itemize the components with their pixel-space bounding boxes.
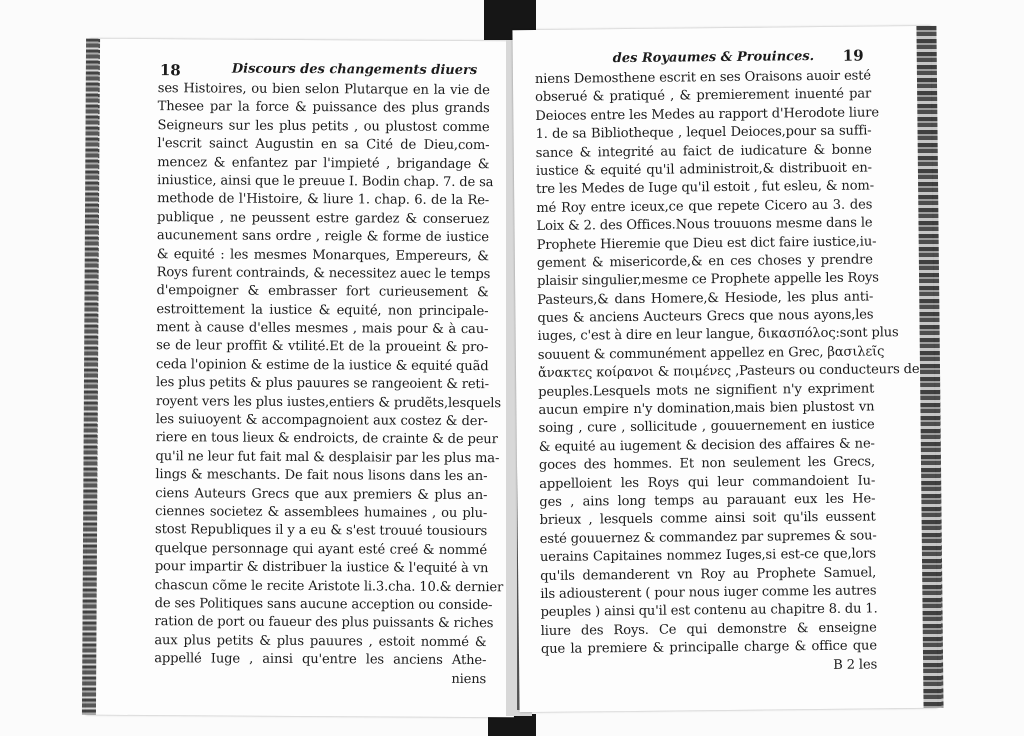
text-line: peuples.Lesquels mots ne signifient n'y expriment bbox=[538, 381, 875, 400]
text-line: aux plus petits & plus pauures , estoit nommé & bbox=[154, 632, 487, 650]
text-line: tre les Medes de Iuge qu'il estoit , fut esleu, & nom- bbox=[536, 178, 875, 198]
text-line: & equité au iugement & decision des affaires & ne- bbox=[538, 436, 875, 455]
text-line: appellé Iuge , ainsi qu'entre les anciens Athe- bbox=[154, 651, 487, 669]
text-line: qu'il ne leur fut fait mal & desplaisir par les plus ma- bbox=[155, 448, 500, 467]
text-line: mencez & enfantez par l'impieté , brigandage & bbox=[157, 154, 490, 172]
text-line: mé Roy entre iceux,ce que repete Cicero au 3. des bbox=[536, 197, 873, 216]
text-line: royent vers les plus iustes,entiers & prudẽts,lesquels bbox=[155, 393, 501, 411]
text-line: Thesee par la force & puissance des plus grands bbox=[157, 99, 490, 117]
text-line: goces des hommes. Et non seulement les Grecs, bbox=[538, 454, 876, 474]
text-line: niens Demosthene escrit en ses Oraisons auoir esté bbox=[534, 68, 872, 87]
text-line: qu'ils demanderent vn Roy au Prophete Samuel, bbox=[540, 564, 877, 584]
text-line: Deioces entre les Medes au rapport d'Herodote liure bbox=[535, 105, 879, 124]
page-edge-right bbox=[916, 26, 943, 708]
left-page-number: 18 bbox=[159, 61, 181, 80]
left-page bbox=[86, 39, 518, 718]
text-line: sance & integrité au faict de iudicature & bonne bbox=[535, 142, 872, 161]
text-line: ques & anciens Aucteurs Grecs que nous ayons,les bbox=[537, 307, 874, 327]
text-line: soing , cure , sollicitude , gouuernement en iustice bbox=[538, 417, 875, 437]
text-line: brieux , lesquels comme ainsi soit qu'ils eussent bbox=[539, 509, 876, 529]
text-line: Loix & 2. des Offices.Nous trouuons mesme dans le bbox=[536, 215, 873, 235]
text-line: iniustice, ainsi que le preuue I. Bodin chap. 7. de sa bbox=[157, 173, 494, 191]
text-line: Seigneurs sur les plus petits , ou plustost comme bbox=[157, 117, 490, 135]
text-line: de ses Politiques sans aucune acception ou conside- bbox=[154, 596, 493, 614]
text-line: aucun empire n'y domination,mais bien plustost vn bbox=[538, 399, 875, 418]
text-line: & equité : les mesmes Monarques, Empereurs, & bbox=[156, 246, 489, 264]
text-line: obserué & pratiqué , & premierement inuenté par bbox=[535, 86, 872, 106]
text-line: d'empoigner & embrasser fort curieusement & bbox=[156, 283, 489, 301]
text-line: quelque personnage qui ayant esté creé & nommé bbox=[154, 540, 487, 558]
page-edge-left bbox=[82, 39, 100, 715]
text-line: ciennes societez & assemblees humaines , ou plu- bbox=[155, 504, 488, 522]
text-line: appelloient les Roys qui leur commandoient Iu- bbox=[539, 473, 876, 492]
right-page bbox=[512, 26, 937, 712]
text-line: estroittement la iustice & equité, non principale- bbox=[156, 301, 489, 319]
text-line: Prophete Hieremie que Dieu est dict faire iustice,iu- bbox=[536, 233, 877, 253]
text-line: souuent & communément appellez en Grec, βασιλεῖς bbox=[537, 344, 885, 363]
text-line: iuges, c'est à dire en leur langue, δικασπόλος:sont plus bbox=[537, 325, 899, 345]
text-line: ἄνακτες κοίρανοι & ποιμένες ,Pasteurs ou conducteurs de bbox=[537, 362, 920, 382]
text-line: methode de l'Histoire, & liure 1. chap. 6. de la Re- bbox=[157, 191, 490, 209]
text-line: publique , ne peussent estre gardez & conseruez bbox=[156, 209, 490, 227]
text-line: se de leur proffit & vtilité.Et de la proueint & pro- bbox=[156, 338, 489, 356]
spine-shadow-bottom bbox=[488, 714, 536, 736]
text-line: plaisir singulier,mesme ce Prophete appelle les Roys bbox=[536, 270, 879, 290]
text-line: riere en tous lieux & endroicts, de crainte & de peur bbox=[155, 430, 498, 448]
text-line: ment à cause d'elles mesmes , mais pour & à cau- bbox=[156, 320, 489, 338]
text-line: lings & meschants. De fait nous lisons dans les an- bbox=[155, 467, 488, 485]
text-line: ration de port ou faueur des plus puissants & riches bbox=[154, 614, 494, 632]
text-line: gement & misericorde,& en ces choses y prendre bbox=[536, 252, 873, 271]
right-page-number: 19 bbox=[842, 46, 864, 65]
text-line: Pasteurs,& dans Homere,& Hesiode, les plus anti- bbox=[537, 289, 874, 308]
text-line: les suiuoyent & accompagnoient aux costez & der- bbox=[155, 412, 488, 430]
text-line: Roys furent contrainds, & necessitez auec le temps bbox=[156, 265, 491, 283]
text-line: ciens Auteurs Grecs que aux premiers & plus an- bbox=[155, 485, 488, 503]
right-page-text bbox=[534, 67, 920, 677]
text-line: ils adiousterent ( pour nous iuger comme les autres bbox=[540, 583, 877, 602]
text-line: ceda l'opinion & estime de la iustice & equité quãd bbox=[156, 356, 489, 374]
text-line: ses Histoires, ou bien selon Plutarque en la vie de bbox=[157, 81, 490, 99]
text-line: uerains Capitaines nommez Iuges,si est-ce que,lors bbox=[539, 546, 877, 566]
text-line: ges , ains long temps au parauant eux les He- bbox=[539, 491, 876, 510]
text-line: peuples ) ainsi qu'il est contenu au chapitre 8. du 1. bbox=[540, 601, 878, 621]
text-line: aucunement sans ordre , reigle & forme de iustice bbox=[156, 228, 489, 246]
text-line: iustice & equité qu'il administroit,& distribuoit en- bbox=[535, 160, 872, 179]
signature-catchword: B 2 les bbox=[833, 656, 878, 673]
right-running-head: des Royaumes & Prouinces. bbox=[612, 49, 815, 67]
text-line: stost Republiques il y a eu & s'est trouué tousiours bbox=[155, 522, 488, 540]
text-line: 1. de sa Bibliotheque , lequel Deioces,pour sa suffi- bbox=[535, 123, 872, 143]
left-running-head: Discours des changements diuers bbox=[231, 61, 478, 79]
text-line: l'escrit sainct Augustin en sa Cité de Dieu,com- bbox=[157, 136, 490, 154]
text-line: les plus petits & plus pauures se rangeoient & reti- bbox=[155, 375, 489, 393]
text-line: que la premiere & principalle charge & office que bbox=[540, 638, 877, 658]
text-line: liure des Roys. Ce qui demonstre & enseigne bbox=[540, 620, 877, 639]
catchword: niens bbox=[451, 671, 487, 687]
left-page-text bbox=[154, 80, 504, 689]
text-line: esté gouuernez & commandez par supremes & sou- bbox=[539, 528, 877, 547]
text-line: pour impartir & distribuer la iustice & l'equité à vn bbox=[154, 559, 489, 577]
text-line: chascun cõme le recite Aristote li.3.cha. 10.& dernier bbox=[154, 577, 504, 595]
